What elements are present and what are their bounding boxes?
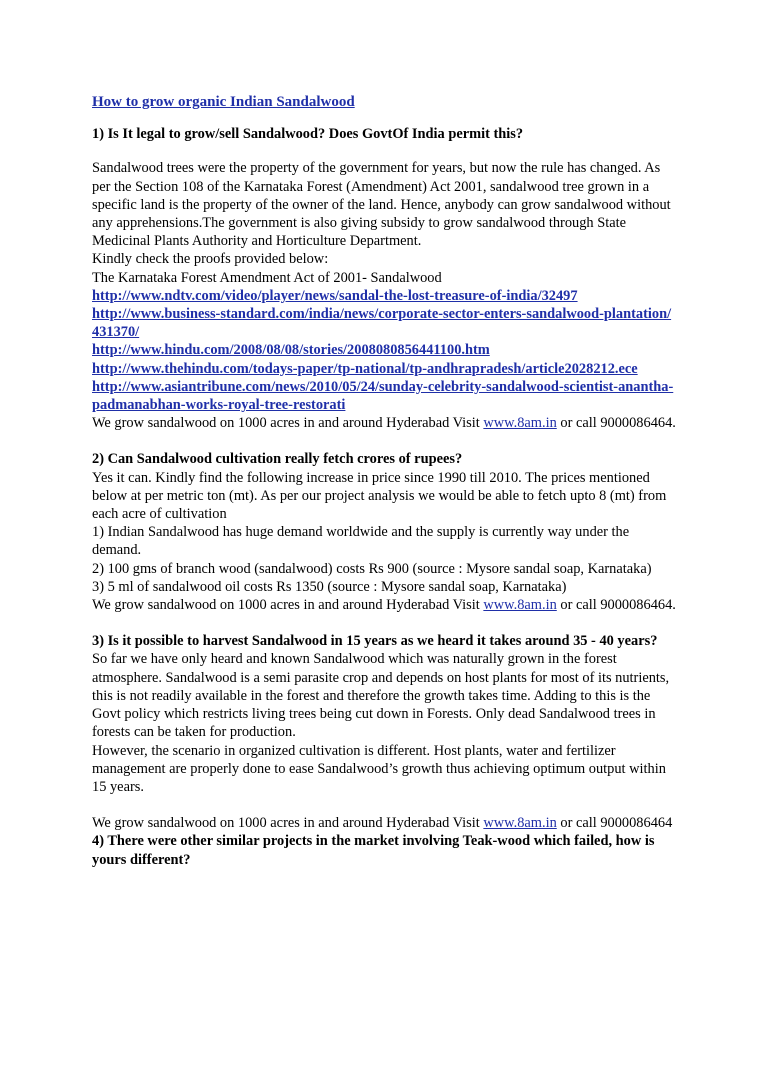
spacer — [92, 796, 678, 814]
question-1: 1) Is It legal to grow/sell Sandalwood? Does GovtOf India permit this? — [92, 126, 524, 143]
contact-text: We grow sandalwood on 1000 acres in and around Hyderabad Visit — [92, 597, 484, 614]
q2-point-1: 1) Indian Sandalwood has huge demand worldwide and the supply is currently way under the demand. — [92, 524, 630, 559]
document-title: How to grow organic Indian Sandalwood — [92, 94, 355, 110]
contact-phone: or call 9000086464. — [556, 415, 676, 432]
spacer — [92, 432, 678, 450]
website-link[interactable]: www.8am.in — [483, 415, 557, 432]
q3-paragraph-2: However, the scenario in organized cultivation is different. Host plants, water and fertilizer management are properly done to ease Sandalwood’s growth thus achieving optimum output within 15 years. — [92, 742, 666, 795]
website-link[interactable]: www.8am.in — [483, 597, 557, 614]
q2-point-3: 3) 5 ml of sandalwood oil costs Rs 1350 (source : Mysore sandal soap, Karnataka) — [92, 578, 567, 595]
q3-paragraph-1: So far we have only heard and known Sandalwood which was naturally grown in the forest atmosphere. Sandalwood is a semi parasite crop and depends on host plants for most of its nutrients, this is not readily available in the forest and therefore the growth takes time. Adding to this is the Govt policy which restricts living trees being cut down in Forests. Only dead Sandalwood trees in forests can be taken for production. — [92, 651, 670, 741]
question-2: 2) Can Sandalwood cultivation really fetch crores of rupees? — [92, 451, 463, 468]
q1-act-reference: The Karnataka Forest Amendment Act of 2001- Sandalwood — [92, 269, 442, 286]
q2-point-2: 2) 100 gms of branch wood (sandalwood) costs Rs 900 (source : Mysore sandal soap, Karnataka) — [92, 560, 652, 577]
question-4: 4) There were other similar projects in the market involving Teak-wood which failed, how is yours different? — [92, 833, 655, 868]
spacer — [92, 614, 678, 632]
proof-link-thehindu[interactable]: http://www.thehindu.com/todays-paper/tp-national/tp-andhrapradesh/article2028212.ece — [92, 360, 638, 377]
proof-link-hindu[interactable]: http://www.hindu.com/2008/08/08/stories/2008080856441100.htm — [92, 342, 490, 359]
contact-phone: or call 9000086464 — [556, 815, 673, 832]
proof-link-business-standard[interactable]: http://www.business-standard.com/india/news/corporate-sector-enters-sandalwood-plantation/431370/ — [92, 306, 672, 341]
contact-text: We grow sandalwood on 1000 acres in and around Hyderabad Visit — [92, 815, 484, 832]
contact-text: We grow sandalwood on 1000 acres in and around Hyderabad Visit — [92, 415, 484, 432]
question-3: 3) Is it possible to harvest Sandalwood in 15 years as we heard it takes around 35 - 40 years? — [92, 633, 658, 650]
q1-paragraph: Sandalwood trees were the property of the government for years, but now the rule has changed. As per the Section 108 of the Karnataka Forest (Amendment) Act 2001, sandalwood tree grown in a specific land is the property of the owner of the land. Hence, anybody can grow sandalwood without any apprehensions.The government is also giving subsidy to grow sandalwood through State Medicinal Plants Authority and Horticulture Department. — [92, 160, 671, 250]
website-link[interactable]: www.8am.in — [483, 815, 557, 832]
proof-link-asiantribune[interactable]: http://www.asiantribune.com/news/2010/05/24/sunday-celebrity-sandalwood-scientist-anantha-padmanabhan-works-royal-tree-restorati — [92, 378, 674, 414]
q1-contact — [92, 414, 678, 432]
proof-link-ndtv[interactable]: http://www.ndtv.com/video/player/news/sandal-the-lost-treasure-of-india/32497 — [92, 287, 578, 304]
q2-paragraph: Yes it can. Kindly find the following increase in price since 1990 till 2010. The prices mentioned below at per metric ton (mt). As per our project analysis we would be able to fetch upto 8 (mt) from each acre of cultivation — [92, 469, 667, 523]
contact-phone: or call 9000086464. — [556, 597, 676, 614]
q2-contact — [92, 596, 678, 614]
q1-kindly-check: Kindly check the proofs provided below: — [92, 251, 329, 268]
q3-contact — [92, 814, 678, 832]
